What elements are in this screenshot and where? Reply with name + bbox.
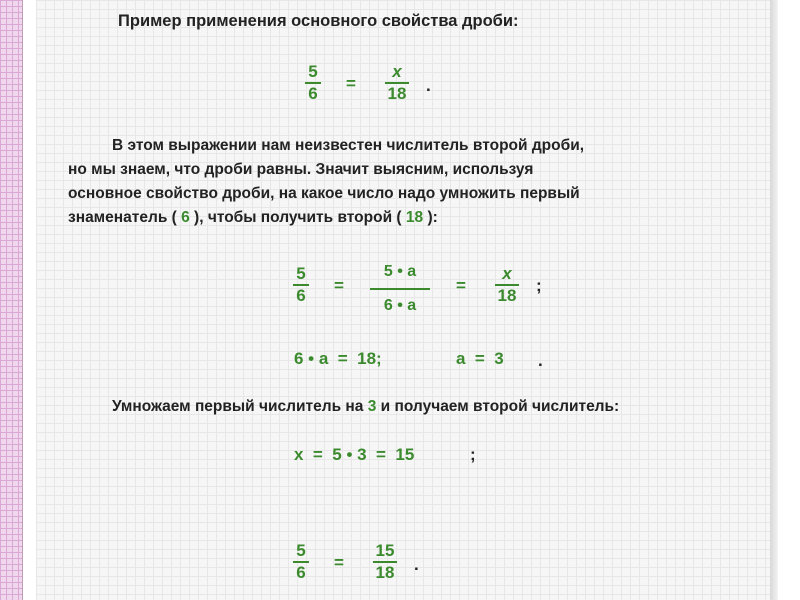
semicolon: ;	[536, 276, 542, 295]
fraction-15-18	[370, 541, 400, 583]
fraction-5a-6a	[366, 262, 434, 316]
numerator: 5	[296, 541, 306, 560]
text: и получаем второй числитель:	[376, 398, 620, 415]
period: .	[538, 351, 543, 370]
equation-a-3: а = 3	[456, 349, 504, 368]
highlight-6: 6	[181, 209, 190, 226]
denominator: 18	[497, 286, 517, 305]
equals-sign: =	[334, 276, 344, 295]
numerator: 5	[296, 264, 306, 283]
explanation-line-1: В этом выражении нам неизвестен числитель второй дроби,	[112, 137, 585, 154]
equals-sign: =	[346, 74, 356, 93]
text: ), чтобы получить второй (	[189, 209, 406, 226]
denominator: 6	[308, 84, 318, 103]
text: ):	[423, 209, 438, 226]
fraction-bar	[370, 288, 430, 290]
explanation-line-3: основное свойство дроби, на какое число надо умножить первый	[68, 185, 580, 202]
fraction-5-6	[286, 541, 316, 583]
period: .	[414, 555, 419, 574]
slide-title: Пример применения основного свойства дроби:	[118, 12, 519, 30]
semicolon: ;	[470, 445, 476, 464]
denominator: 6	[296, 563, 306, 582]
equals-sign: =	[334, 553, 344, 572]
fraction-5-6	[286, 264, 316, 306]
numerator: 15	[375, 541, 395, 560]
page-edge-shadow	[770, 0, 778, 600]
numerator: х	[392, 62, 402, 81]
numerator: 5 • а	[383, 263, 417, 280]
fraction-5-6	[298, 62, 328, 104]
fraction-x-18	[382, 62, 412, 104]
equation-6a-18: 6 • а = 18;	[294, 349, 382, 368]
highlight-18: 18	[405, 209, 424, 226]
explanation-paragraph	[68, 134, 728, 230]
denominator: 18	[387, 84, 407, 103]
decorative-grid-strip	[0, 0, 23, 600]
result-equation: х = 5 • 3 = 15	[294, 445, 415, 464]
numerator: 5	[308, 62, 318, 81]
text: знаменатель (	[68, 209, 182, 226]
period: .	[426, 76, 431, 95]
equals-sign: =	[456, 276, 466, 295]
fraction-x-18	[492, 264, 522, 306]
multiply-sentence	[112, 398, 619, 416]
numerator: х	[502, 264, 512, 283]
text: Умножаем первый числитель на	[112, 398, 368, 415]
denominator: 6	[296, 286, 306, 305]
explanation-line-2: но мы знаем, что дроби равны. Значит выясним, используя	[68, 161, 534, 178]
denominator: 6 • а	[383, 297, 417, 314]
denominator: 18	[375, 563, 395, 582]
highlight-3: 3	[367, 398, 377, 415]
explanation-line-4	[68, 206, 728, 230]
